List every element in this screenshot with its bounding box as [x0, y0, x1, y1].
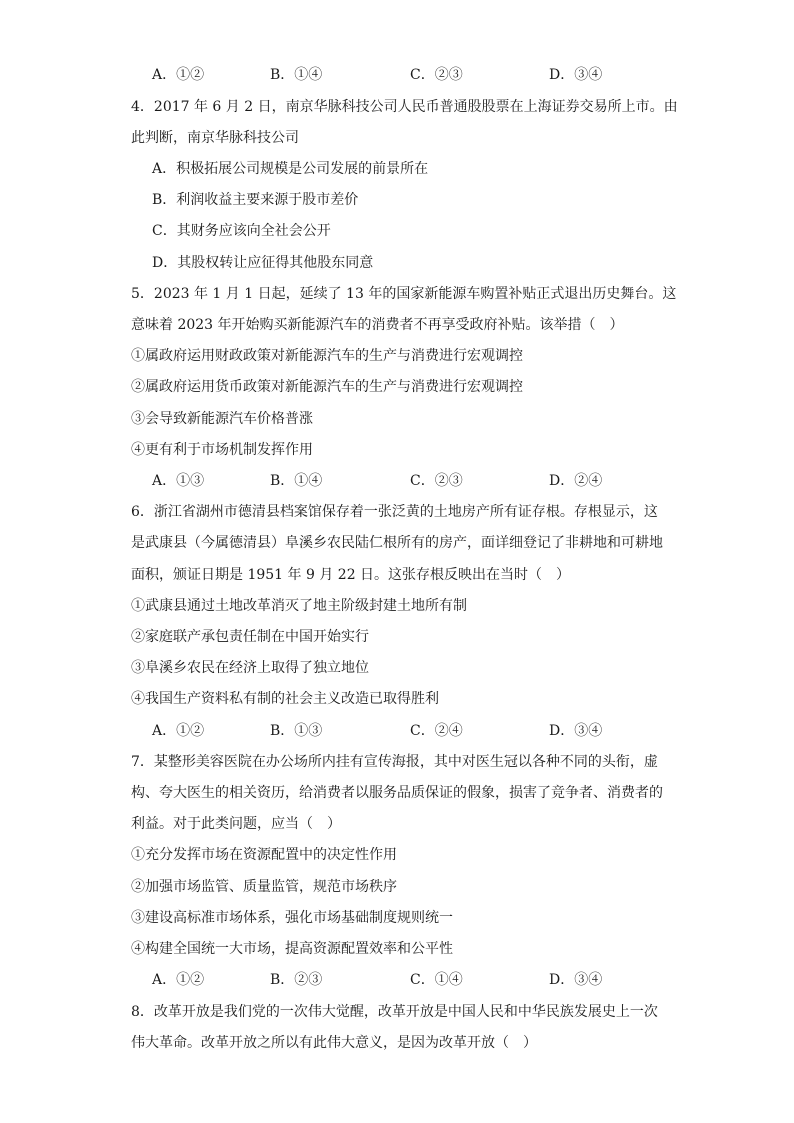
q4-stem-line-1: 4．2017 年 6 月 2 日，南京华脉科技公司人民币普通股股票在上海证券交易所上市。由 — [131, 99, 678, 115]
q3-options — [0, 65, 794, 85]
q5-item-2: ②属政府运用货币政策对新能源汽车的生产与消费进行宏观调控 — [131, 379, 523, 395]
q6-options — [0, 721, 794, 741]
option-d: D．③④ — [549, 972, 603, 988]
q4-choice-b: B．利润收益主要来源于股市差价 — [152, 192, 359, 208]
q5-item-3: ③会导致新能源汽车价格普涨 — [131, 411, 313, 427]
q7-stem-line-1: 7．某整形美容医院在办公场所内挂有宣传海报，其中对医生冠以各种不同的头衔，虚 — [131, 754, 658, 770]
option-b: B．②③ — [270, 972, 323, 988]
option-c: C．②④ — [410, 723, 463, 739]
q8-stem-line-2: 伟大革命。改革开放之所以有此伟大意义，是因为改革开放（ ） — [131, 1035, 537, 1051]
q6-item-4: ④我国生产资料私有制的社会主义改造已取得胜利 — [131, 691, 439, 707]
q8-stem-line-1: 8．改革开放是我们党的一次伟大觉醒，改革开放是中国人民和中华民族发展史上一次 — [131, 1004, 658, 1020]
q6-item-1: ①武康县通过土地改革消灭了地主阶级封建土地所有制 — [131, 598, 467, 614]
option-a: A．①② — [152, 723, 205, 739]
q6-stem-line-2: 是武康县（今属德清县）阜溪乡农民陆仁根所有的房产，面详细登记了非耕地和可耕地 — [131, 535, 663, 551]
q6-stem-line-1: 6．浙江省湖州市德清县档案馆保存着一张泛黄的土地房产所有证存根。存根显示，这 — [131, 504, 658, 520]
q7-item-2: ②加强市场监管、质量监管，规范市场秩序 — [131, 879, 397, 895]
option-c: C．②③ — [410, 67, 463, 83]
option-a: A．①③ — [152, 473, 205, 489]
q5-stem-line-2: 意味着 2023 年开始购买新能源汽车的消费者不再享受政府补贴。该举措（ ） — [131, 317, 624, 333]
option-d: D．③④ — [549, 723, 603, 739]
option-a: A．①② — [152, 67, 205, 83]
q4-choice-a: A．积极拓展公司规模是公司发展的前景所在 — [152, 161, 429, 177]
option-c: C．②③ — [410, 473, 463, 489]
option-d: D．②④ — [549, 473, 603, 489]
q7-item-3: ③建设高标准市场体系，强化市场基础制度规则统一 — [131, 910, 453, 926]
q5-item-1: ①属政府运用财政政策对新能源汽车的生产与消费进行宏观调控 — [131, 348, 523, 364]
option-b: B．①④ — [270, 473, 323, 489]
q7-item-1: ①充分发挥市场在资源配置中的决定性作用 — [131, 847, 397, 863]
q4-choice-d: D．其股权转让应征得其他股东同意 — [152, 255, 374, 271]
q6-item-3: ③阜溪乡农民在经济上取得了独立地位 — [131, 660, 369, 676]
option-b: B．①③ — [270, 723, 323, 739]
option-a: A．①② — [152, 972, 205, 988]
q6-stem-line-3: 面积，颁证日期是 1951 年 9 月 22 日。这张存根反映出在当时（ ） — [131, 567, 571, 583]
q7-stem-line-3: 利益。对于此类问题，应当（ ） — [131, 816, 341, 832]
q5-stem-line-1: 5．2023 年 1 月 1 日起，延续了 13 年的国家新能源车购置补贴正式退出历史舞台。这 — [131, 286, 677, 302]
q6-item-2: ②家庭联产承包责任制在中国开始实行 — [131, 629, 369, 645]
q4-choice-c: C．其财务应该向全社会公开 — [152, 223, 331, 239]
q5-options — [0, 471, 794, 491]
q7-item-4: ④构建全国统一大市场，提高资源配置效率和公平性 — [131, 941, 453, 957]
q7-options — [0, 970, 794, 990]
q5-item-4: ④更有利于市场机制发挥作用 — [131, 442, 313, 458]
option-c: C．①④ — [410, 972, 463, 988]
option-d: D．③④ — [549, 67, 603, 83]
option-b: B．①④ — [270, 67, 323, 83]
q4-stem-line-2: 此判断，南京华脉科技公司 — [131, 130, 299, 146]
q7-stem-line-2: 构、夸大医生的相关资历，给消费者以服务品质保证的假象，损害了竞争者、消费者的 — [131, 785, 663, 801]
